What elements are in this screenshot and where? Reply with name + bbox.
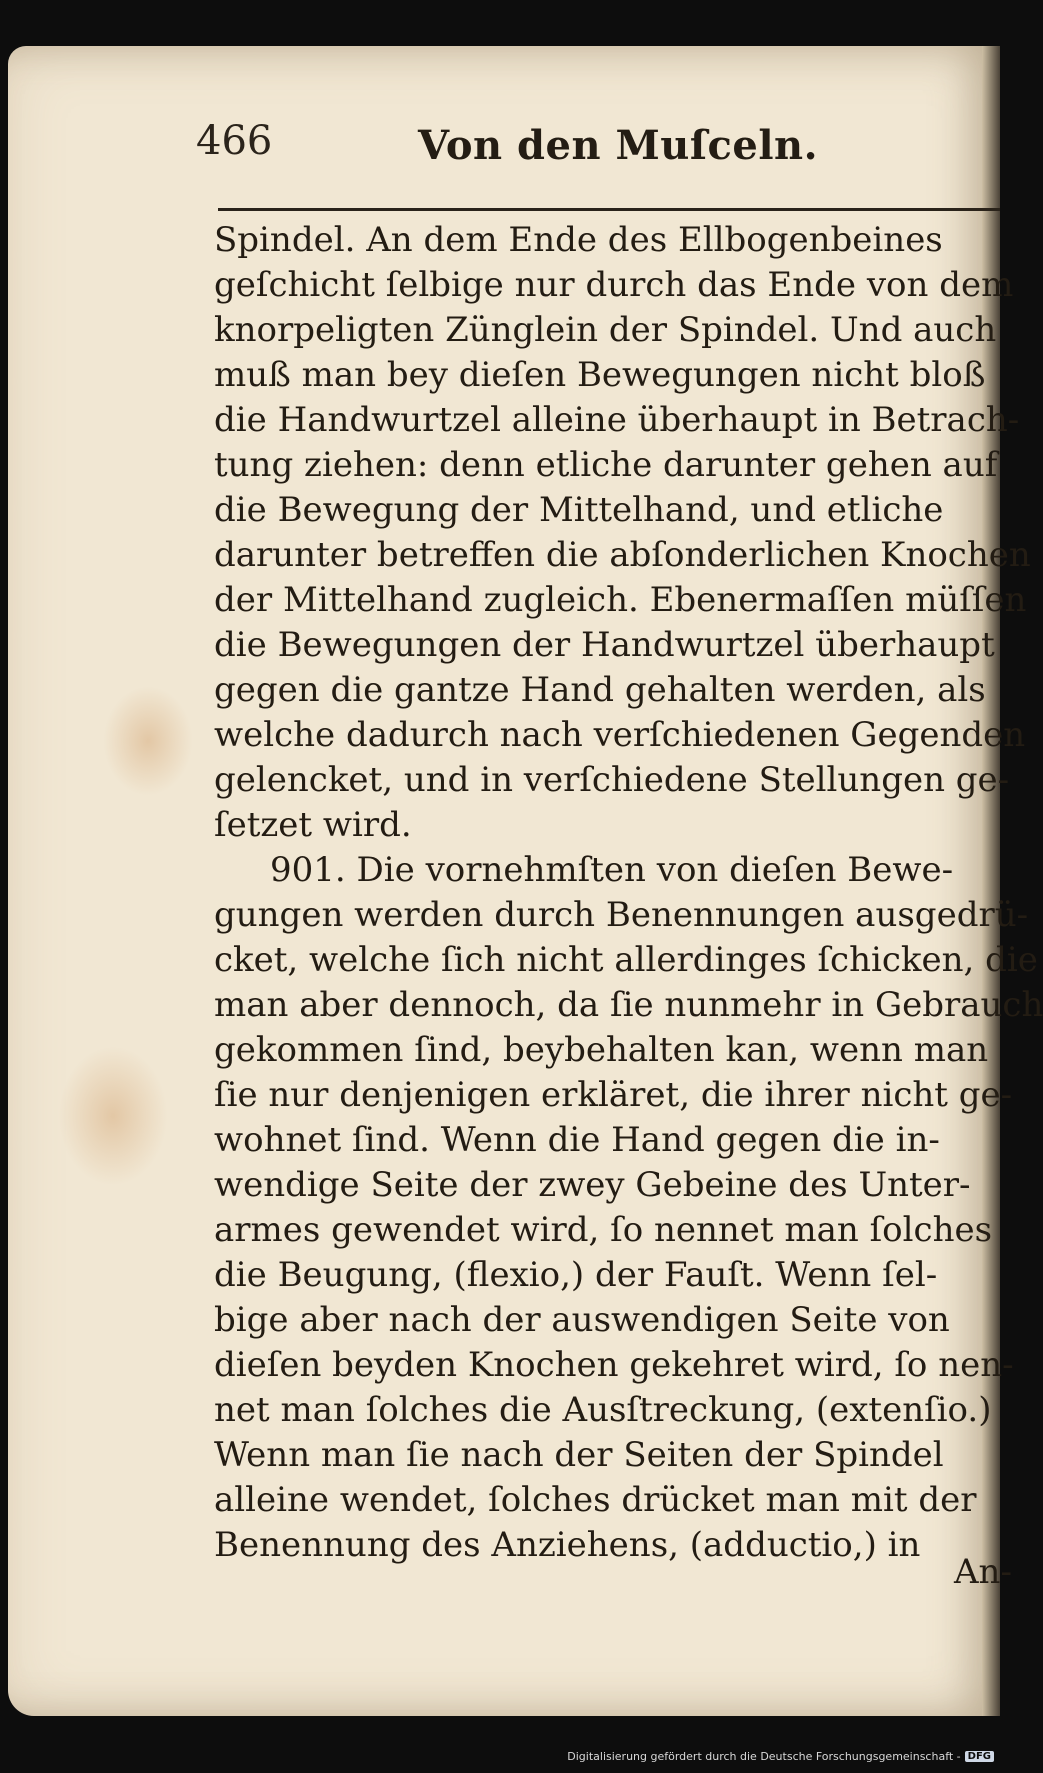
text-line: welche dadurch nach verſchiedenen Gegenden — [214, 715, 1026, 755]
text-line: net man ſolches die Ausſtreckung, (extenſio.) — [214, 1390, 992, 1430]
text-line: die Bewegungen der Handwurtzel überhaupt — [214, 625, 995, 665]
text-line: Spindel. An dem Ende des Ellbogenbeines — [214, 220, 943, 260]
text-line: muß man bey dieſen Bewegungen nicht bloß — [214, 355, 986, 395]
text-line: die Bewegung der Mittelhand, und etliche — [214, 490, 944, 530]
text-line: Benennung des Anziehens, (adductio,) in — [214, 1525, 921, 1565]
body-text — [214, 218, 1043, 1568]
text-line: gegen die gantze Hand gehalten werden, als — [214, 670, 986, 710]
text-line: man aber dennoch, da ſie nunmehr in Gebrauch — [214, 985, 1043, 1025]
credit-text: Digitalisierung gefördert durch die Deutsche Forschungsgemeinschaft - — [567, 1750, 961, 1763]
text-line: dieſen beyden Knochen gekehret wird, ſo nen- — [214, 1345, 1014, 1385]
text-line: gelencket, und in verſchiedene Stellungen ge- — [214, 760, 1010, 800]
text-line: geſchicht ſelbige nur durch das Ende von dem — [214, 265, 1014, 305]
text-line: wohnet ſind. Wenn die Hand gegen die in- — [214, 1120, 940, 1160]
text-line: ſie nur denjenigen erkläret, die ihrer nicht ge- — [214, 1075, 1013, 1115]
text-line: Wenn man ſie nach der Seiten der Spindel — [214, 1435, 944, 1475]
page-number: 466 — [196, 118, 273, 164]
digitization-credit — [567, 1750, 994, 1763]
text-line: darunter betreffen die abſonderlichen Knochen — [214, 535, 1031, 575]
text-line: wendige Seite der zwey Gebeine des Unter- — [214, 1165, 971, 1205]
text-line: alleine wendet, ſolches drücket man mit der — [214, 1480, 977, 1520]
text-line: die Beugung, (flexio,) der Fauſt. Wenn ſel- — [214, 1255, 938, 1295]
text-line: knorpeligten Zünglein der Spindel. Und auch — [214, 310, 997, 350]
text-line: die Handwurtzel alleine überhaupt in Betrach- — [214, 400, 1020, 440]
stain-spot — [103, 686, 193, 796]
text-line: tung ziehen: denn etliche darunter gehen auf — [214, 445, 998, 485]
running-title: Von den Muſceln. — [418, 122, 819, 169]
text-line: gungen werden durch Benennungen ausgedrü- — [214, 895, 1029, 935]
text-line: bige aber nach der auswendigen Seite von — [214, 1300, 950, 1340]
header-rule — [218, 208, 1000, 211]
text-line: armes gewendet wird, ſo nennet man ſolches — [214, 1210, 993, 1250]
stain-spot — [58, 1046, 168, 1186]
page-header — [8, 46, 1000, 176]
dfg-logo: DFG — [965, 1751, 994, 1762]
text-line: ſetzet wird. — [214, 805, 412, 845]
text-line: der Mittelhand zugleich. Ebenermaſſen müſſen — [214, 580, 1027, 620]
paragraph-start-line: 901. Die vornehmſten von dieſen Bewe- — [270, 850, 954, 890]
text-line: cket, welche ſich nicht allerdinges ſchicken, die — [214, 940, 1038, 980]
book-page — [8, 46, 1043, 1716]
text-line: gekommen ſind, beybehalten kan, wenn man — [214, 1030, 989, 1070]
catchword: An- — [954, 1552, 1012, 1592]
